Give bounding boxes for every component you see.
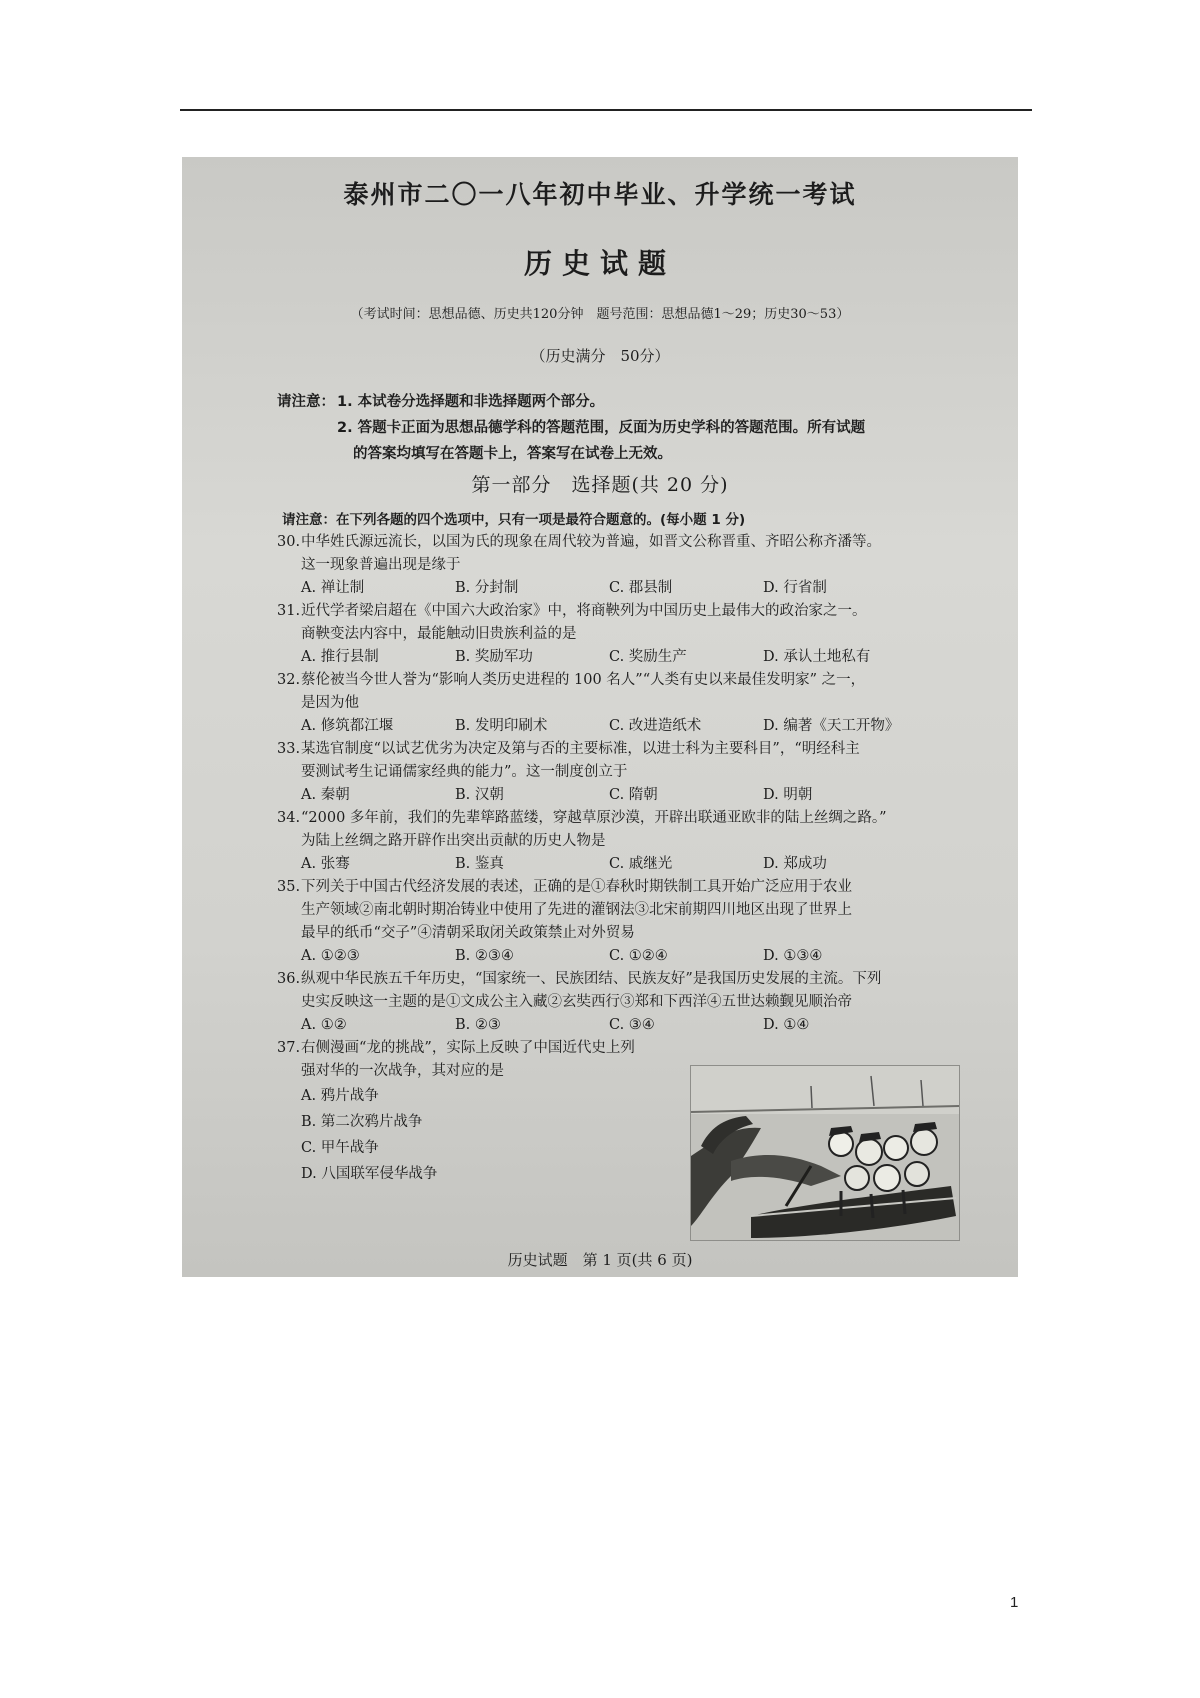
- answer-option: D. ①④: [763, 1017, 810, 1033]
- question-number: 30.: [277, 534, 301, 550]
- question-number: 35.: [277, 879, 301, 895]
- subject-title: 历史试题: [523, 247, 676, 280]
- question: [277, 531, 977, 600]
- page-footer: 历史试题 第 1 页(共 6 页): [507, 1251, 693, 1269]
- answer-option: C. 甲午战争: [301, 1140, 379, 1156]
- question-text: “2000 多年前，我们的先辈筚路蓝缕，穿越草原沙漠，开辟出联通亚欧非的陆上丝绸之路。”: [301, 810, 887, 826]
- question-text: 中华姓氏源远流长，以国为氏的现象在周代较为普遍，如晋文公称晋重、齐昭公称齐潘等。: [301, 534, 881, 550]
- answer-option: C. 奖励生产: [609, 649, 687, 665]
- answer-option: A. 张骞: [301, 856, 350, 872]
- answer-option: A. 禅让制: [301, 580, 365, 596]
- question-text: 纵观中华民族五千年历史，“国家统一、民族团结、民族友好”是我国历史发展的主流。下列: [301, 971, 882, 987]
- answer-option: C. 隋朝: [609, 787, 658, 803]
- answer-option: A. 秦朝: [301, 787, 350, 803]
- option-row: [277, 1014, 977, 1037]
- question-stem: [277, 968, 977, 991]
- option-row: [277, 646, 977, 669]
- question-stem: [277, 738, 977, 761]
- question-text: 是因为他: [301, 695, 359, 711]
- question: [277, 600, 977, 669]
- answer-option: B. 汉朝: [455, 787, 504, 803]
- answer-option: B. 第二次鸦片战争: [301, 1114, 423, 1130]
- answer-option: C. ③④: [609, 1017, 655, 1033]
- answer-option: D. 郑成功: [763, 856, 827, 872]
- answer-option: A. ①②: [301, 1017, 347, 1033]
- notice-item: 1. 本试卷分选择题和非选择题两个部分。: [337, 394, 605, 410]
- option-row: [277, 853, 977, 876]
- answer-option: B. 奖励军功: [455, 649, 533, 665]
- dragon-challenge-cartoon: [690, 1065, 960, 1241]
- notice: [277, 389, 977, 467]
- answer-option: A. 鸦片战争: [301, 1088, 379, 1104]
- answer-option: B. ②③④: [455, 948, 514, 964]
- question-text: 右侧漫画“龙的挑战”，实际上反映了中国近代史上列: [301, 1040, 635, 1056]
- option-row: [277, 784, 977, 807]
- question-text: 近代学者梁启超在《中国六大政治家》中，将商鞅列为中国历史上最伟大的政治家之一。: [301, 603, 867, 619]
- answer-option: C. ①②④: [609, 948, 668, 964]
- page-number: 1: [1010, 1594, 1019, 1611]
- option-row: [277, 945, 977, 968]
- answer-option: D. 行省制: [763, 580, 827, 596]
- answer-option: D. ①③④: [763, 948, 823, 964]
- answer-option: D. 编著《天工开物》: [763, 718, 900, 734]
- answer-option: A. 推行县制: [301, 649, 379, 665]
- question-text: 蔡伦被当今世人誉为“影响人类历史进程的 100 名人”“人类有史以来最佳发明家” 之一，: [301, 672, 866, 688]
- question-text: 下列关于中国古代经济发展的表述，正确的是①春秋时期铁制工具开始广泛应用于农业: [301, 879, 852, 895]
- question-text: 要测试考生记诵儒家经典的能力”。这一制度创立于: [301, 764, 628, 780]
- exam-sheet: [182, 157, 1018, 1277]
- question: [277, 968, 977, 1037]
- question-text: 强对华的一次战争，其对应的是: [301, 1063, 504, 1079]
- answer-option: B. 发明印刷术: [455, 718, 548, 734]
- exam-title: 泰州市二〇一八年初中毕业、升学统一考试: [343, 180, 857, 209]
- question-text: 史实反映这一主题的是①文成公主入藏②玄奘西行③郑和下西洋④五世达赖觐见顺治帝: [301, 994, 852, 1010]
- question: [277, 738, 977, 807]
- answer-option: B. 分封制: [455, 580, 519, 596]
- question-number: 37.: [277, 1040, 301, 1056]
- full-score: （历史满分 50分）: [530, 347, 670, 365]
- question-number: 32.: [277, 672, 301, 688]
- answer-option: C. 郡县制: [609, 580, 673, 596]
- option-row: [277, 577, 977, 600]
- answer-option: A. 修筑都江堰: [301, 718, 394, 734]
- question-number: 36.: [277, 971, 301, 987]
- answer-option: D. 八国联军侵华战争: [301, 1166, 438, 1182]
- part-title: 第一部分 选择题(共 20 分): [471, 474, 729, 496]
- question-stem: [277, 1037, 977, 1060]
- answer-option: D. 明朝: [763, 787, 813, 803]
- question-stem: [277, 531, 977, 554]
- notice-item: 的答案均填写在答题卡上，答案写在试卷上无效。: [353, 446, 672, 462]
- question-text: 生产领域②南北朝时期冶铸业中使用了先进的灌钢法③北宋前期四川地区出现了世界上: [301, 902, 852, 918]
- question-stem: [277, 876, 977, 899]
- question: [277, 807, 977, 876]
- answer-option: C. 戚继光: [609, 856, 673, 872]
- answer-option: A. ①②③: [301, 948, 360, 964]
- answer-option: D. 承认土地私有: [763, 649, 871, 665]
- exam-info: （考试时间：思想品德、历史共120分钟 题号范围：思想品德1～29；历史30～53）: [350, 307, 850, 322]
- answer-option: B. ②③: [455, 1017, 501, 1033]
- question-text: 某选官制度“以试艺优劣为决定及第与否的主要标准，以进士科为主要科目”，“明经科主: [301, 741, 860, 757]
- question-number: 34.: [277, 810, 301, 826]
- option-row: [277, 715, 977, 738]
- question-text: 最早的纸币“交子”④清朝采取闭关政策禁止对外贸易: [301, 925, 635, 941]
- question-number: 33.: [277, 741, 301, 757]
- cartoon-illustration: [691, 1066, 960, 1241]
- answer-option: B. 鉴真: [455, 856, 504, 872]
- notice-lead: 请注意：: [277, 394, 335, 410]
- part-note: 请注意：在下列各题的四个选项中，只有一项是最符合题意的。(每小题 1 分): [282, 512, 746, 528]
- question-stem: [277, 807, 977, 830]
- question: [277, 669, 977, 738]
- question-stem: [277, 600, 977, 623]
- question-text: 为陆上丝绸之路开辟作出突出贡献的历史人物是: [301, 833, 606, 849]
- question-text: 这一现象普遍出现是缘于: [301, 557, 461, 573]
- exam-paper-photo: [182, 157, 1018, 1277]
- question: [277, 876, 977, 968]
- question-text: 商鞅变法内容中，最能触动旧贵族利益的是: [301, 626, 577, 642]
- notice-item: 2. 答题卡正面为思想品德学科的答题范围，反面为历史学科的答题范围。所有试题: [337, 420, 866, 436]
- top-rule: [180, 109, 1032, 111]
- question-number: 31.: [277, 603, 301, 619]
- answer-option: C. 改进造纸术: [609, 718, 702, 734]
- question-stem: [277, 669, 977, 692]
